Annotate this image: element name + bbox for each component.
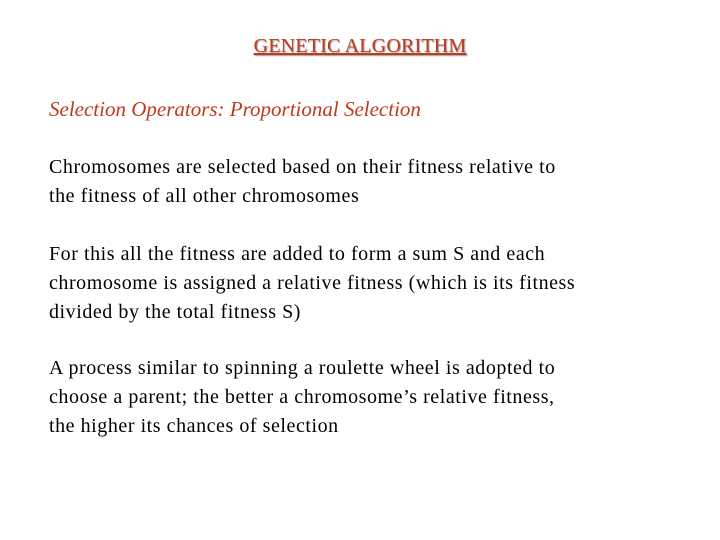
paragraph-line: divided by the total fitness S) <box>49 301 302 323</box>
paragraph-line: For this all the fitness are added to form a sum S and each <box>49 243 546 265</box>
paragraph-line: chromosome is assigned a relative fitness (which is its fitness <box>49 272 576 294</box>
paragraph-line: the fitness of all other chromosomes <box>49 185 360 207</box>
paragraph-line: A process similar to spinning a roulette wheel is adopted to <box>49 357 556 379</box>
paragraph-1 <box>49 153 689 211</box>
slide-title: GENETIC ALGORITHM <box>253 35 467 57</box>
slide-subtitle: Selection Operators: Proportional Selection <box>49 97 421 121</box>
paragraph-line: choose a parent; the better a chromosome’s relative fitness, <box>49 386 555 408</box>
paragraph-2 <box>49 240 689 327</box>
paragraph-line: Chromosomes are selected based on their fitness relative to <box>49 156 556 178</box>
paragraph-3 <box>49 354 689 441</box>
paragraph-line: the higher its chances of selection <box>49 415 339 437</box>
